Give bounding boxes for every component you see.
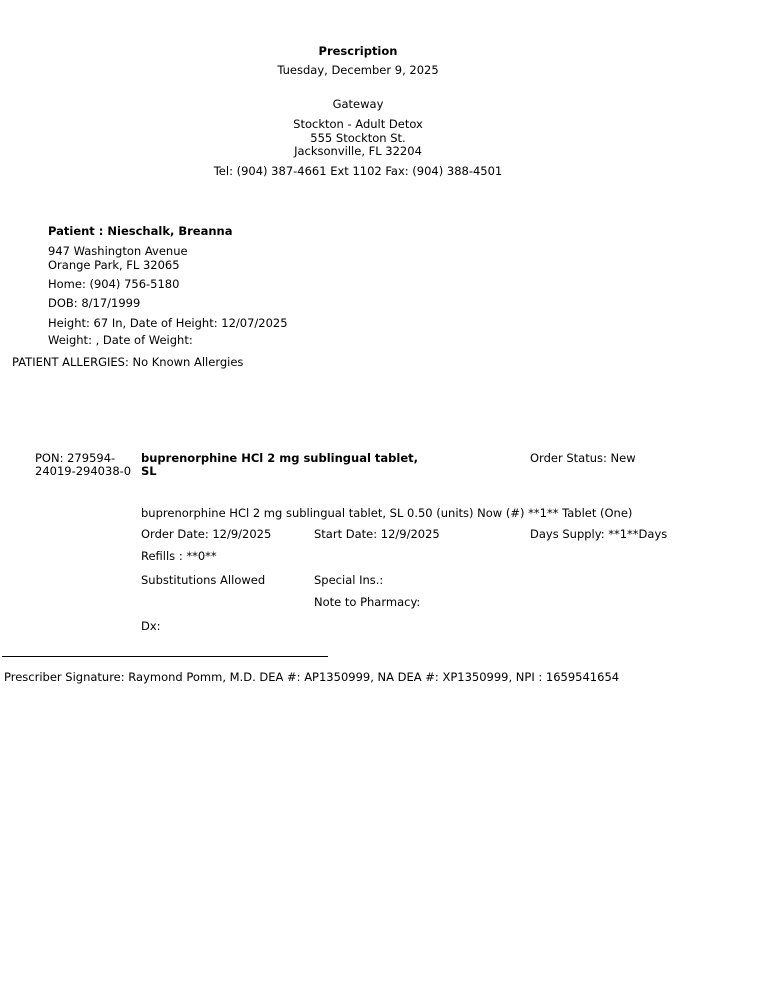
facility-street: 555 Stockton St.	[310, 131, 406, 145]
facility-contact: Tel: (904) 387-4661 Ext 1102 Fax: (904) 388-4501	[213, 164, 503, 178]
patient-address-line1: 947 Washington Avenue	[48, 244, 188, 258]
substitutions: Substitutions Allowed	[141, 573, 266, 587]
order-date: Order Date: 12/9/2025	[141, 527, 272, 541]
facility-city-state-zip: Jacksonville, FL 32204	[294, 144, 422, 158]
drug-name-line1: buprenorphine HCl 2 mg sublingual tablet,	[141, 451, 419, 465]
diagnosis: Dx:	[141, 619, 161, 633]
patient-allergies: PATIENT ALLERGIES: No Known Allergies	[12, 355, 244, 369]
facility-name: Stockton - Adult Detox	[293, 117, 423, 131]
patient-dob: DOB: 8/17/1999	[48, 296, 141, 310]
order-pon-line2: 24019-294038-0	[35, 464, 132, 478]
refills: Refills : **0**	[141, 549, 217, 563]
order-pon-line1: PON: 279594-	[35, 451, 116, 465]
patient-height: Height: 67 In, Date of Height: 12/07/2025	[48, 316, 288, 330]
patient-name: Patient : Nieschalk, Breanna	[48, 224, 233, 238]
note-to-pharmacy: Note to Pharmacy:	[314, 595, 421, 609]
start-date: Start Date: 12/9/2025	[314, 527, 440, 541]
days-supply: Days Supply: **1**Days	[530, 527, 668, 541]
patient-address-line2: Orange Park, FL 32065	[48, 258, 180, 272]
organization-name: Gateway	[332, 97, 384, 111]
special-instructions: Special Ins.:	[314, 573, 384, 587]
prescriber-signature: Prescriber Signature: Raymond Pomm, M.D. DEA #: AP1350999, NA DEA #: XP1350999, NPI : 1659541654	[4, 670, 620, 684]
signature-line	[2, 656, 328, 657]
document-title: Prescription	[318, 44, 398, 58]
drug-name-line2: SL	[141, 464, 157, 478]
patient-home-phone: Home: (904) 756-5180	[48, 277, 180, 291]
patient-weight: Weight: , Date of Weight:	[48, 333, 193, 347]
prescription-date: Tuesday, December 9, 2025	[277, 63, 439, 77]
order-status: Order Status: New	[530, 451, 636, 465]
order-sig: buprenorphine HCl 2 mg sublingual tablet, SL 0.50 (units) Now (#) **1** Tablet (One)	[141, 506, 633, 520]
